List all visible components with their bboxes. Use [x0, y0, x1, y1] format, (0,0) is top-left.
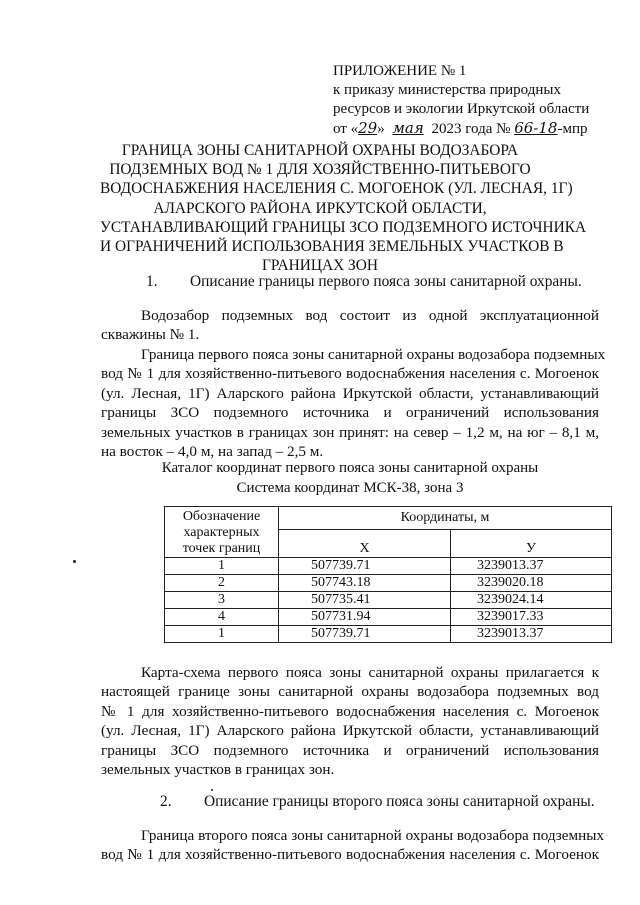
table-row: 4 507731.94 3239017.33 [165, 609, 612, 626]
title-line: ПОДЗЕМНЫХ ВОД № 1 ДЛЯ ХОЗЯЙСТВЕННО-ПИТЬЕВОГО [109, 161, 531, 179]
appendix-order-line: к приказу министерства природных [333, 82, 561, 98]
appendix-ministry-line: ресурсов и экологии Иркутской области [333, 101, 590, 117]
table-row: 1 507739.71 3239013.37 [165, 558, 612, 575]
paragraph-second-zone: Граница второго пояса зоны санитарной охраны водозабора подземных вод № 1 для хозяйственно-питьевого водоснабжения населения с. Могоенок [101, 827, 605, 864]
handwritten-day: 29 [358, 119, 378, 137]
table-row: 2 507743.18 3239020.18 [165, 575, 612, 592]
document-title [100, 141, 587, 275]
column-header-coordinates: Координаты, м [279, 507, 612, 530]
table-row: 3 507735.41 3239024.14 [165, 592, 612, 609]
handwritten-month: мая [392, 119, 424, 137]
paragraph-first-zone: Граница первого пояса зоны санитарной охраны водозабора подземных вод № 1 для хозяйственно-питьевого водоснабжения населения с. Могоенок (ул. Лесная, 1Г) Аларского района Иркутской области, устанавливающий границы ЗСО подземного источника и ограничений использования земельных участков в границах зон принят: на север – 1,2 м, на юг – 8,1 м, на восток – 4,0 м, на запад – 2,5 м. [101, 346, 606, 461]
paragraph-intake: Водозабор подземных вод состоит из одной эксплуатационной скважины № 1. [101, 307, 599, 344]
table-caption: Каталог координат первого пояса зоны санитарной охраны Система координат МСК-38, зона 3 [161, 460, 539, 496]
title-line: ГРАНИЦАХ ЗОН [262, 257, 378, 275]
column-header-y: У [451, 530, 612, 558]
appendix-title: ПРИЛОЖЕНИЕ № 1 [333, 63, 467, 79]
table-row: 1 507739.71 3239013.37 [165, 626, 612, 643]
title-line: ГРАНИЦА ЗОНЫ САНИТАРНОЙ ОХРАНЫ ВОДОЗАБОРА [121, 142, 519, 159]
coordinates-table [164, 506, 612, 643]
handwritten-number: 66-18 [514, 119, 558, 137]
section-2-heading: 2. Описание границы второго пояса зоны санитарной охраны. [160, 793, 595, 810]
title-line: И ОГРАНИЧЕНИЙ ИСПОЛЬЗОВАНИЯ ЗЕМЕЛЬНЫХ УЧАСТКОВ В [100, 238, 564, 256]
scan-speck [211, 789, 213, 791]
title-line: АЛАРСКОГО РАЙОНА ИРКУТСКОЙ ОБЛАСТИ, [153, 199, 487, 217]
title-line: УСТАНАВЛИВАЮЩИЙ ГРАНИЦЫ ЗСО ПОДЗЕМНОГО ИСТОЧНИКА [100, 218, 587, 236]
column-header-x: X [279, 530, 451, 558]
appendix-date-line: от «29» мая 2023 года № 66-18-мпр [333, 119, 588, 137]
column-header-point: Обозначение характерных точек границ [165, 507, 279, 558]
title-line: ВОДОСНАБЖЕНИЯ НАСЕЛЕНИЯ С. МОГОЕНОК (УЛ. ЛЕСНАЯ, 1Г) [100, 180, 573, 198]
paragraph-map-scheme: Карта-схема первого пояса зоны санитарной охраны прилагается к настоящей границе зоны санитарной охраны водозабора подземных вод № 1 для хозяйственно-питьевого водоснабжения населения с. Могоенок (ул. Лесная, 1Г) Аларского района Иркутской области, устанавливающий границы ЗСО подземного источника и ограничений использования земельных участков в границах зон. [101, 664, 599, 779]
scan-speck [73, 560, 76, 563]
appendix-block [333, 62, 589, 139]
section-1-heading: 1. Описание границы первого пояса зоны санитарной охраны. [146, 273, 582, 290]
